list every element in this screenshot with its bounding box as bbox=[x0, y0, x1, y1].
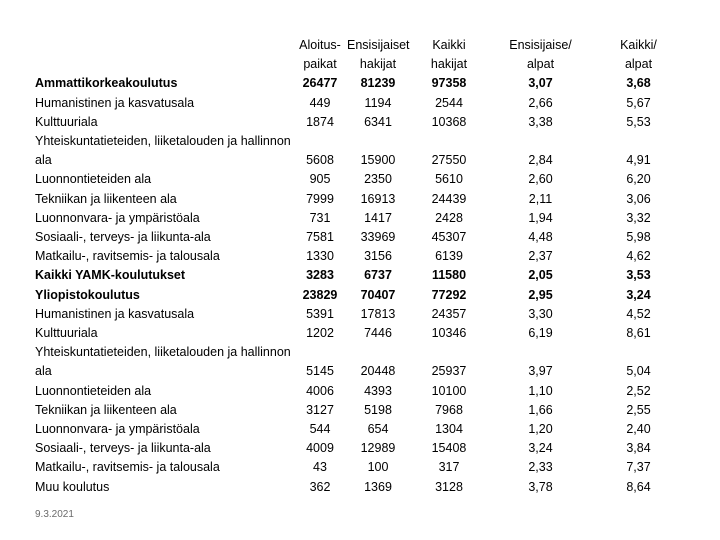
table-row bbox=[35, 420, 685, 439]
row-label: Yliopistokoulutus bbox=[35, 287, 140, 302]
table-row bbox=[35, 74, 685, 93]
cell-value: 11580 bbox=[431, 268, 467, 283]
cell-value: 81239 bbox=[360, 76, 396, 91]
table-row bbox=[35, 228, 685, 247]
cell-value: 97358 bbox=[431, 76, 467, 91]
cell-value: 3,38 bbox=[528, 114, 553, 129]
table-row bbox=[35, 132, 685, 170]
cell-value: 4393 bbox=[364, 383, 392, 398]
column-header-line1: Aloitus- bbox=[299, 38, 341, 52]
cell-value: 24357 bbox=[431, 306, 467, 321]
cell-value: 1,94 bbox=[528, 210, 553, 225]
column-header-line2: paikat bbox=[303, 57, 337, 72]
table-row bbox=[35, 439, 685, 458]
cell-value: 2,60 bbox=[528, 172, 553, 187]
cell-value: 731 bbox=[309, 210, 331, 225]
cell-value: 3,84 bbox=[626, 441, 651, 456]
cell-value: 6,20 bbox=[626, 172, 651, 187]
cell-value: 5198 bbox=[364, 402, 392, 417]
cell-value: 2,33 bbox=[528, 460, 553, 475]
row-label: Muu koulutus bbox=[35, 479, 110, 494]
cell-value: 10346 bbox=[431, 326, 467, 341]
cell-value: 4,62 bbox=[626, 249, 651, 264]
cell-value: 6,19 bbox=[528, 326, 553, 341]
column-header-line2: alpat bbox=[526, 57, 555, 72]
cell-value: 43 bbox=[313, 460, 327, 475]
row-label: Humanistinen ja kasvatusala bbox=[35, 306, 195, 321]
table-row bbox=[35, 266, 685, 285]
column-header-line1: Ensisijaise/ bbox=[509, 38, 572, 52]
cell-value: 3,24 bbox=[528, 441, 553, 456]
cell-value: 5610 bbox=[435, 172, 463, 187]
row-label: Kulttuuriala bbox=[35, 114, 98, 129]
header-row-1 bbox=[35, 36, 685, 55]
row-label: Matkailu-, ravitsemis- ja talousala bbox=[35, 460, 220, 475]
cell-value: 7999 bbox=[306, 191, 334, 206]
row-label: Luonnonvara- ja ympäristöala bbox=[35, 210, 200, 225]
cell-value: 2544 bbox=[435, 95, 463, 110]
cell-value: 16913 bbox=[360, 191, 396, 206]
cell-value: 3156 bbox=[364, 249, 392, 264]
cell-value: 8,64 bbox=[626, 479, 651, 494]
cell-value: 2428 bbox=[435, 210, 463, 225]
cell-value: 7446 bbox=[364, 326, 392, 341]
applicants-table bbox=[35, 36, 685, 497]
cell-value: 27550 bbox=[431, 153, 467, 168]
column-header-line2: hakijat bbox=[430, 57, 468, 72]
footer-date: 9.3.2021 bbox=[35, 509, 74, 520]
table-row bbox=[35, 190, 685, 209]
cell-value: 15900 bbox=[360, 153, 396, 168]
cell-value: 3283 bbox=[306, 268, 334, 283]
column-header-line2 bbox=[35, 55, 293, 74]
table-row bbox=[35, 382, 685, 401]
cell-value: 3,97 bbox=[528, 364, 553, 379]
cell-value: 3,53 bbox=[626, 268, 651, 283]
table-row bbox=[35, 401, 685, 420]
header-row-2 bbox=[35, 55, 685, 74]
cell-value: 6139 bbox=[435, 249, 463, 264]
cell-value: 24439 bbox=[431, 191, 467, 206]
cell-value: 905 bbox=[309, 172, 331, 187]
cell-value: 2,40 bbox=[626, 422, 651, 437]
cell-value: 3128 bbox=[435, 479, 463, 494]
row-label: Matkailu-, ravitsemis- ja talousala bbox=[35, 249, 220, 264]
cell-value: 5608 bbox=[306, 153, 334, 168]
cell-value: 33969 bbox=[360, 230, 396, 245]
cell-value: 4,91 bbox=[626, 153, 651, 168]
row-label: Yhteiskuntatieteiden, liiketalouden ja hallinnon ala bbox=[35, 345, 291, 379]
row-label: Yhteiskuntatieteiden, liiketalouden ja hallinnon ala bbox=[35, 134, 291, 168]
cell-value: 25937 bbox=[431, 364, 467, 379]
column-header-line1: Kaikki/ bbox=[620, 38, 657, 52]
table-row bbox=[35, 113, 685, 132]
cell-value: 15408 bbox=[431, 441, 467, 456]
column-header-line2: alpat bbox=[624, 57, 653, 72]
column-header-line1: Ensisijaiset bbox=[347, 38, 410, 52]
cell-value: 3,07 bbox=[528, 76, 553, 91]
cell-value: 2,05 bbox=[528, 268, 553, 283]
cell-value: 2,66 bbox=[528, 95, 553, 110]
cell-value: 5,04 bbox=[626, 364, 651, 379]
cell-value: 1,10 bbox=[528, 383, 553, 398]
cell-value: 2,95 bbox=[528, 287, 553, 302]
table-body bbox=[35, 74, 685, 496]
table-row bbox=[35, 170, 685, 189]
cell-value: 2,11 bbox=[528, 191, 553, 206]
cell-value: 70407 bbox=[360, 287, 396, 302]
cell-value: 1304 bbox=[435, 422, 463, 437]
cell-value: 6341 bbox=[364, 114, 392, 129]
cell-value: 3,32 bbox=[626, 210, 651, 225]
cell-value: 5145 bbox=[306, 364, 334, 379]
table-row bbox=[35, 343, 685, 381]
table-row bbox=[35, 94, 685, 113]
cell-value: 20448 bbox=[360, 364, 396, 379]
table-row bbox=[35, 324, 685, 343]
row-label: Kaikki YAMK-koulutukset bbox=[35, 268, 186, 283]
cell-value: 26477 bbox=[302, 76, 338, 91]
cell-value: 4,48 bbox=[528, 230, 553, 245]
cell-value: 3127 bbox=[306, 402, 334, 417]
cell-value: 3,68 bbox=[626, 76, 651, 91]
cell-value: 10100 bbox=[431, 383, 467, 398]
cell-value: 7,37 bbox=[626, 460, 651, 475]
cell-value: 654 bbox=[367, 422, 389, 437]
column-header-line1 bbox=[35, 36, 293, 55]
table-row bbox=[35, 247, 685, 266]
cell-value: 544 bbox=[309, 422, 331, 437]
cell-value: 45307 bbox=[431, 230, 467, 245]
cell-value: 77292 bbox=[431, 287, 467, 302]
cell-value: 23829 bbox=[302, 287, 338, 302]
row-label: Kulttuuriala bbox=[35, 326, 98, 341]
cell-value: 5,98 bbox=[626, 230, 651, 245]
row-label: Luonnontieteiden ala bbox=[35, 172, 152, 187]
cell-value: 5,53 bbox=[626, 114, 651, 129]
cell-value: 1330 bbox=[306, 249, 334, 264]
row-label: Luonnonvara- ja ympäristöala bbox=[35, 422, 200, 437]
cell-value: 4006 bbox=[306, 383, 334, 398]
cell-value: 12989 bbox=[360, 441, 396, 456]
cell-value: 1194 bbox=[364, 95, 392, 110]
cell-value: 3,30 bbox=[528, 306, 553, 321]
row-label: Tekniikan ja liikenteen ala bbox=[35, 191, 177, 206]
cell-value: 362 bbox=[309, 479, 331, 494]
table-row bbox=[35, 209, 685, 228]
row-label: Sosiaali-, terveys- ja liikunta-ala bbox=[35, 230, 211, 245]
cell-value: 1417 bbox=[364, 210, 392, 225]
row-label: Luonnontieteiden ala bbox=[35, 383, 152, 398]
table-row bbox=[35, 305, 685, 324]
cell-value: 5,67 bbox=[626, 95, 651, 110]
table-row bbox=[35, 458, 685, 477]
cell-value: 4009 bbox=[306, 441, 334, 456]
cell-value: 317 bbox=[438, 460, 460, 475]
cell-value: 3,24 bbox=[626, 287, 651, 302]
row-label: Ammattikorkeakoulutus bbox=[35, 76, 178, 91]
cell-value: 1874 bbox=[306, 114, 334, 129]
cell-value: 2,52 bbox=[626, 383, 651, 398]
cell-value: 2350 bbox=[364, 172, 392, 187]
cell-value: 7968 bbox=[435, 402, 463, 417]
column-header-line2: hakijat bbox=[359, 57, 397, 72]
cell-value: 2,55 bbox=[626, 402, 651, 417]
cell-value: 1369 bbox=[364, 479, 392, 494]
cell-value: 10368 bbox=[431, 114, 467, 129]
cell-value: 449 bbox=[309, 95, 331, 110]
cell-value: 3,78 bbox=[528, 479, 553, 494]
table-header bbox=[35, 36, 685, 74]
cell-value: 2,84 bbox=[528, 153, 553, 168]
row-label: Humanistinen ja kasvatusala bbox=[35, 95, 195, 110]
cell-value: 1202 bbox=[306, 326, 334, 341]
cell-value: 100 bbox=[367, 460, 389, 475]
cell-value: 6737 bbox=[364, 268, 392, 283]
cell-value: 5391 bbox=[306, 306, 334, 321]
cell-value: 8,61 bbox=[626, 326, 651, 341]
cell-value: 17813 bbox=[360, 306, 396, 321]
column-header-line1: Kaikki bbox=[432, 38, 466, 52]
cell-value: 2,37 bbox=[528, 249, 553, 264]
row-label: Tekniikan ja liikenteen ala bbox=[35, 402, 177, 417]
table-row bbox=[35, 478, 685, 497]
cell-value: 4,52 bbox=[626, 306, 651, 321]
row-label: Sosiaali-, terveys- ja liikunta-ala bbox=[35, 441, 211, 456]
cell-value: 1,66 bbox=[528, 402, 553, 417]
table-row bbox=[35, 286, 685, 305]
cell-value: 1,20 bbox=[528, 422, 553, 437]
cell-value: 3,06 bbox=[626, 191, 651, 206]
cell-value: 7581 bbox=[306, 230, 334, 245]
